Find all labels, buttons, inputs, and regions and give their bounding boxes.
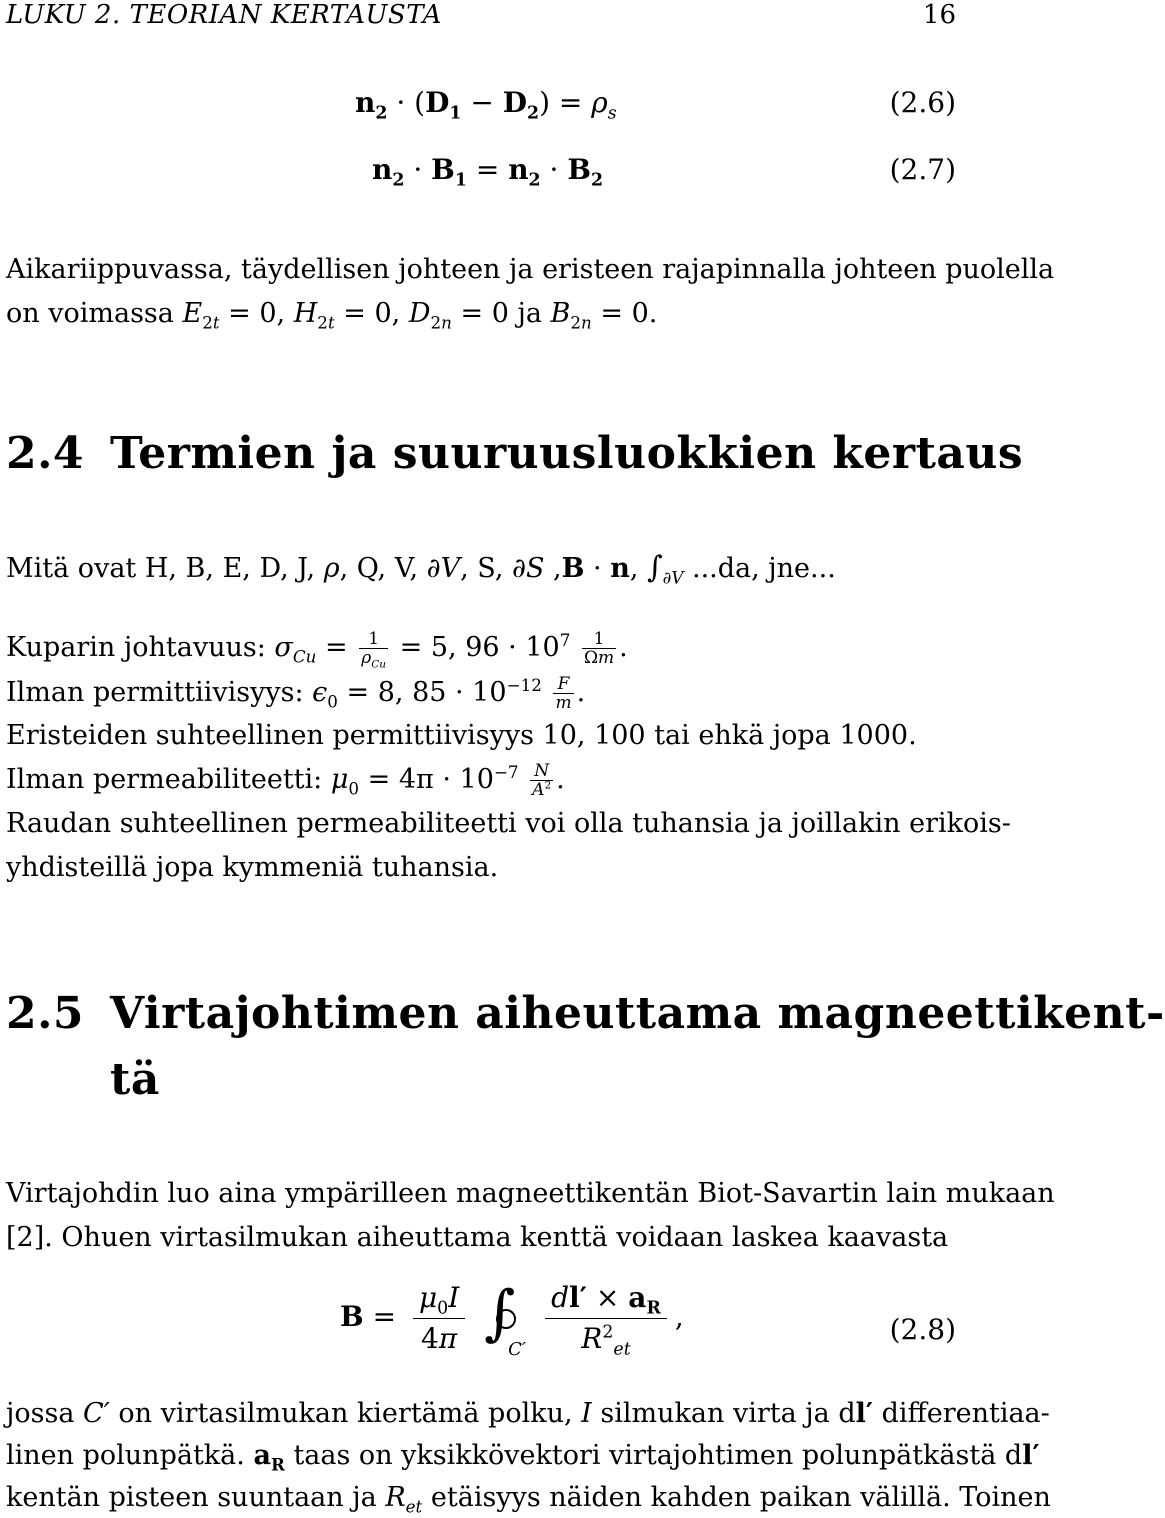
air-permittivity: Ilman permittiivisyys: $\epsilon_0 = 8$, $85 \cdot 10^{-12}$ $\frac{F}{m}$ .	[6, 674, 586, 713]
equation-number-2-6: (2.6)	[889, 86, 956, 119]
section-title: Virtajohtimen aiheuttama magneettikent-	[110, 988, 1165, 1039]
paragraph-line: kentän pisteen suuntaan ja $R_{et}$ etäisyys näiden kahden paikan välillä. Toinen	[6, 1482, 1051, 1517]
relative-permittivity: Eristeiden suhteellinen permittiivisyys 10, 100 tai ehkä jopa 1000.	[6, 720, 917, 751]
paragraph-line: on voimassa $E_{2t} = 0$, $H_{2t} = 0$, $D_{2n} = 0$ ja $B_{2n} = 0$.	[6, 298, 658, 333]
paragraph-line: Aikariippuvassa, täydellisen johteen ja eristeen rajapinnalla johteen puolella	[6, 254, 1055, 285]
equation-2-6: $n_2 \cdot (D_1 - D_2) = \rho_s$	[355, 86, 617, 124]
paragraph-line: Virtajohdin luo aina ympärilleen magneettikentän Biot-Savartin lain mukaan	[6, 1178, 1055, 1209]
section-heading-2-4	[6, 428, 1023, 479]
iron-permeability-line: Raudan suhteellinen permeabiliteetti voi olla tuhansia ja joillakin erikois-	[6, 808, 1011, 839]
contour-integral-icon: ∫ C′	[484, 1277, 527, 1360]
section-title: Termien ja suuruusluokkien kertaus	[110, 428, 1024, 479]
chapter-title: LUKU 2. TEORIAN KERTAUSTA	[6, 0, 442, 30]
section-number: 2.5	[6, 988, 85, 1039]
iron-permeability-line: yhdisteillä jopa kymmeniä tuhansia.	[6, 852, 499, 883]
copper-conductivity: Kuparin johtavuus: $\sigma_{Cu}$ = $\frac{1}{\rho_{Cu}}$ = 5, $96 \cdot 10^7$ $\frac{1}{\Omega m}$ .	[6, 629, 628, 671]
paragraph-line: linen polunpätkä. $a_R$ taas on yksikkövektori virtajohtimen polunpätkästä dl′	[6, 1440, 1040, 1475]
running-header	[6, 0, 956, 34]
section-title-continuation: tä	[110, 1054, 160, 1105]
page-number: 16	[922, 0, 956, 30]
section-heading-2-5	[6, 988, 1165, 1039]
air-permeability: Ilman permeabiliteetti: $\mu_0 = 4\pi \cdot 10^{-7}$ $\frac{N}{A^2}$ .	[6, 761, 565, 800]
section-number: 2.4	[6, 428, 85, 479]
paragraph-line: jossa C′ on virtasilmukan kiertämä polku, I silmukan virta ja dl′ differentiaa-	[6, 1398, 1050, 1429]
equation-number-2-8: (2.8)	[889, 1313, 956, 1346]
equation-number-2-7: (2.7)	[889, 153, 956, 186]
paragraph-boundary-conditions	[6, 248, 1055, 336]
terms-question: Mitä ovat H, B, E, D, J, ρ, Q, V, ∂V, S, ∂S ,B · n, $\int_{\partial V}$ ...da, jne...	[6, 550, 836, 588]
paragraph-biot-savart	[6, 1172, 1055, 1260]
equation-2-7: $n_2 \cdot B_1 = n_2 \cdot B_2$	[372, 153, 604, 191]
equation-2-8: B = $\frac{\mu_0I}{4\pi}$ ∫ C′ $\frac{dl' \times a_R}{R^2_{et}}$ ,	[340, 1277, 684, 1360]
paragraph-line: [2]. Ohuen virtasilmukan aiheuttama kenttä voidaan laskea kaavasta	[6, 1222, 949, 1253]
